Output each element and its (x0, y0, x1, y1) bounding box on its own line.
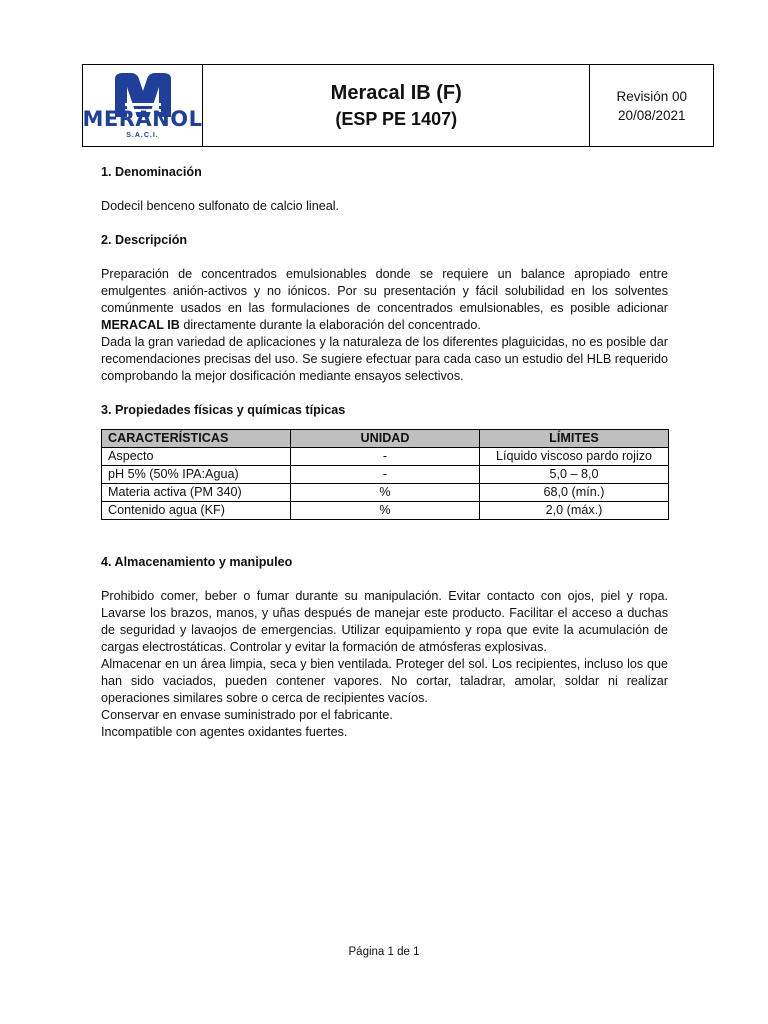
section-2-paragraph-1 (101, 266, 668, 334)
section-2-paragraph-2: Dada la gran variedad de aplicaciones y la naturaleza de los diferentes plaguicidas, no es posible dar recomendaciones precisas del uso. Se sugiere efectuar para cada caso un estudio del HLB requerido comprobando la mejor dosificación mediante ensayos selectivos. (101, 335, 668, 383)
table-cell: % (291, 502, 480, 520)
section-4-paragraph-1: Prohibido comer, beber o fumar durante su manipulación. Evitar contacto con ojos, piel y ropa. Lavarse los brazos, manos, y uñas después de manejar este producto. Facilitar el acceso a duchas de seguridad y lavaojos de emergencias. Utilizar equipamiento y ropa que evite la acumulación de cargas electrostáticas. Controlar y evitar la formación de atmósferas explosivas. (101, 589, 668, 654)
table-cell: - (291, 448, 480, 466)
section-1-text: Dodecil benceno sulfonato de calcio lineal. (101, 199, 340, 213)
table-cell: 5,0 – 8,0 (480, 466, 669, 484)
revision-date: 20/08/2021 (617, 107, 686, 123)
document-code: (ESP PE 1407) (335, 108, 458, 129)
page-number: Página 1 de 1 (348, 946, 420, 958)
document-body (101, 164, 668, 741)
table-cell: Líquido viscoso pardo rojizo (480, 448, 669, 466)
revision-cell (590, 65, 713, 146)
section-4-title: 4. Almacenamiento y manipuleo (101, 555, 293, 569)
table-cell: Contenido agua (KF) (102, 502, 291, 520)
column-header: UNIDAD (291, 430, 480, 448)
text-run: directamente durante la elaboración del concentrado. (179, 318, 481, 332)
table-cell: 68,0 (mín.) (480, 484, 669, 502)
table-row (102, 502, 669, 520)
table-cell: - (291, 466, 480, 484)
table-cell: 2,0 (máx.) (480, 502, 669, 520)
table-cell: % (291, 484, 480, 502)
table-cell: pH 5% (50% IPA:Agua) (102, 466, 291, 484)
table-row (102, 466, 669, 484)
section-4-paragraph-3: Conservar en envase suministrado por el fabricante. (101, 708, 393, 722)
logo-cell (83, 65, 203, 146)
properties-table (101, 429, 669, 520)
logo-subtitle: S.A.C.I. (126, 131, 159, 139)
document-title: Meracal IB (F) (330, 81, 462, 104)
revision-label: Revisión 00 (616, 88, 688, 104)
table-row (102, 448, 669, 466)
section-1-title: 1. Denominación (101, 165, 202, 179)
table-cell: Aspecto (102, 448, 291, 466)
table-header-row (102, 430, 669, 448)
column-header: LÍMITES (480, 430, 669, 448)
table-cell: Materia activa (PM 340) (102, 484, 291, 502)
product-name-bold: MERACAL IB (101, 318, 180, 332)
title-cell (203, 65, 590, 146)
logo-text: MERANOL (82, 106, 203, 131)
document-header (82, 64, 714, 147)
section-4-paragraph-2: Almacenar en un área limpia, seca y bien ventilada. Proteger del sol. Los recipientes, incluso los que han sido vaciados, pueden contener vapores. No cortar, taladrar, amolar, soldar ni realizar operaciones similares sobre o cerca de recipientes vacíos. (101, 657, 668, 705)
section-2-title: 2. Descripción (101, 233, 188, 247)
section-4-paragraph-4: Incompatible con agentes oxidantes fuertes. (101, 725, 348, 739)
section-3-title: 3. Propiedades físicas y químicas típicas (101, 403, 346, 417)
text-run: Preparación de concentrados emulsionables donde se requiere un balance apropiado entre emulgentes anión-activos y no iónicos. Por su presentación y fácil solubilidad en los solventes comúnmente usados en las formulaciones de concentrados emulsionables, es posible adicionar (101, 267, 668, 315)
column-header: CARACTERÍSTICAS (102, 430, 291, 448)
table-row (102, 484, 669, 502)
